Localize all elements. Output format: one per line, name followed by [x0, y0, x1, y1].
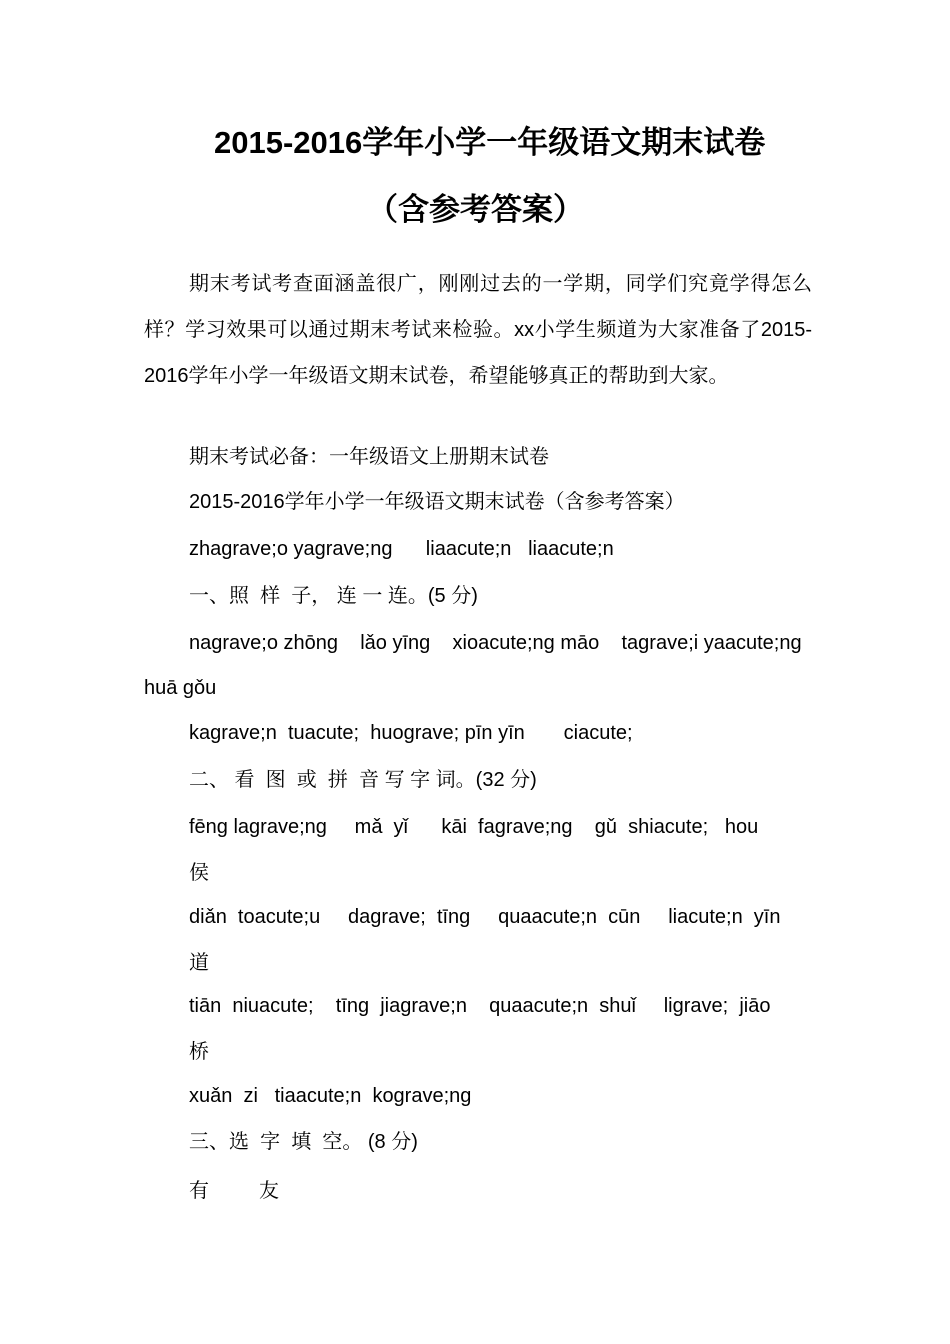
section-heading: 二、 看 图 或 拼 音 写 字 词。(32 分) — [189, 769, 537, 791]
character-line: 侯 — [189, 862, 209, 884]
pinyin-line: xuǎn zi tiaacute;n kograve;ng — [189, 1085, 472, 1107]
document-subtitle: （含参考答案） — [367, 192, 584, 227]
pinyin-line: huā gǒu — [144, 677, 217, 699]
character-line: 道 — [189, 952, 209, 974]
character-line: 桥 — [189, 1041, 209, 1063]
pinyin-line: diǎn toacute;u dagrave; tīng quaacute;n cūn liacute;n yīn — [189, 906, 781, 928]
pinyin-line: tiān niuacute; tīng jiagrave;n quaacute;n shuǐ ligrave; jiāo — [189, 995, 771, 1017]
pinyin-line: kagrave;n tuacute; huograve; pīn yīn ciacute; — [189, 722, 633, 744]
text-line: 2015-2016学年小学一年级语文期末试卷（含参考答案） — [189, 491, 685, 513]
pinyin-line: nagrave;o zhōng lǎo yīng xioacute;ng māo tagrave;i yaacute;ng — [189, 632, 802, 654]
intro-paragraph: 期末考试考查面涵盖很广，刚刚过去的一学期，同学们究竟学得怎么样？学习效果可以通过期末考试来检验。xx小学生频道为大家准备了2015-2016学年小学一年级语文期末试卷，希望能够真正的帮助到大家。 — [144, 273, 812, 387]
document-title: 2015-2016学年小学一年级语文期末试卷 — [214, 125, 766, 160]
character-line: 有 友 — [189, 1180, 280, 1202]
text-line: 期末考试必备：一年级语文上册期末试卷 — [189, 446, 549, 468]
section-heading: 一、照 样 子， 连 一 连。(5 分) — [189, 585, 478, 607]
pinyin-line: fēng lagrave;ng mǎ yǐ kāi fagrave;ng gǔ shiacute; hou — [189, 816, 759, 838]
pinyin-line: zhagrave;o yagrave;ng liaacute;n liaacute;n — [189, 538, 614, 560]
section-heading: 三、选 字 填 空。 (8 分) — [189, 1131, 418, 1153]
